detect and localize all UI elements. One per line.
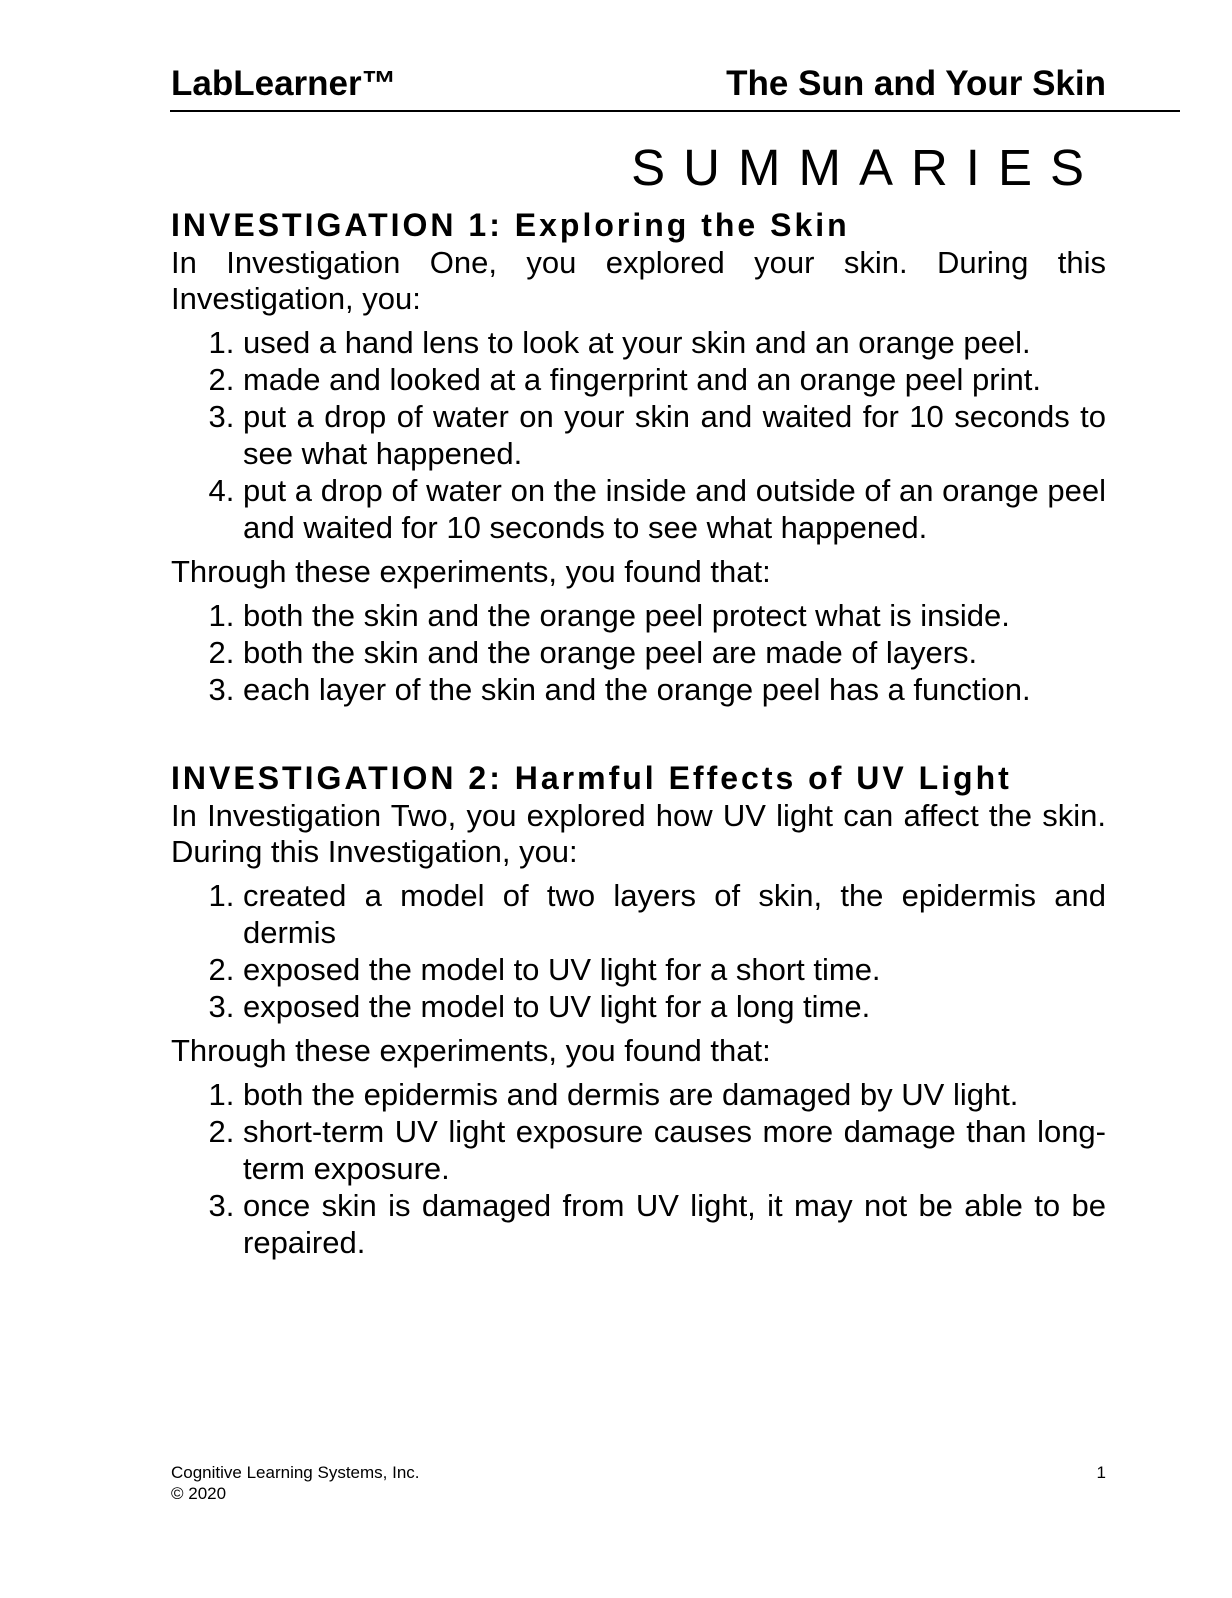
list-item: 2. made and looked at a fingerprint and an orange peel print. <box>243 361 1106 398</box>
list-item: 2. both the skin and the orange peel are made of layers. <box>243 634 1106 671</box>
section-heading: INVESTIGATION 1: Exploring the Skin <box>171 207 850 243</box>
section-intro: In Investigation One, you explored your skin. During this Investigation, you: <box>171 245 1106 316</box>
page-number: 1 <box>1096 1463 1106 1482</box>
list-item: 1. both the skin and the orange peel protect what is inside. <box>243 597 1106 634</box>
list-item: 2. exposed the model to UV light for a short time. <box>243 951 1106 988</box>
list-item: 1. both the epidermis and dermis are damaged by UV light. <box>243 1076 1106 1113</box>
investigation-2 <box>171 758 1106 1261</box>
findings-list <box>171 597 1106 708</box>
section-heading: INVESTIGATION 2: Harmful Effects of UV Light <box>171 760 1012 796</box>
list-item: 2. short-term UV light exposure causes more damage than long-term exposure. <box>243 1113 1106 1187</box>
findings-intro: Through these experiments, you found that: <box>171 554 771 589</box>
list-item: 3. put a drop of water on your skin and waited for 10 seconds to see what happened. <box>243 398 1106 472</box>
page-header <box>171 64 1106 106</box>
findings-list <box>171 1076 1106 1261</box>
list-item: 4. put a drop of water on the inside and outside of an orange peel and waited for 10 seconds to see what happened. <box>243 472 1106 546</box>
list-item: 1. created a model of two layers of skin, the epidermis and dermis <box>243 877 1106 951</box>
investigation-1 <box>171 205 1106 708</box>
document-title: The Sun and Your Skin <box>726 64 1106 103</box>
company-name: Cognitive Learning Systems, Inc. <box>171 1463 420 1482</box>
steps-list <box>171 324 1106 546</box>
page-title: SUMMARIES <box>631 139 1102 196</box>
list-item: 1. used a hand lens to look at your skin and an orange peel. <box>243 324 1106 361</box>
findings-intro: Through these experiments, you found that: <box>171 1033 771 1068</box>
list-item: 3. exposed the model to UV light for a long time. <box>243 988 1106 1025</box>
list-item: 3. each layer of the skin and the orange peel has a function. <box>243 671 1106 708</box>
steps-list <box>171 877 1106 1025</box>
page-footer <box>171 1462 1106 1504</box>
header-rule <box>170 110 1180 112</box>
list-item: 3. once skin is damaged from UV light, it may not be able to be repaired. <box>243 1187 1106 1261</box>
section-intro: In Investigation Two, you explored how UV light can affect the skin. During this Investigation, you: <box>171 798 1106 869</box>
copyright: © 2020 <box>171 1484 227 1503</box>
brand-name: LabLearner™ <box>171 64 397 103</box>
summaries-content <box>171 205 1106 1269</box>
